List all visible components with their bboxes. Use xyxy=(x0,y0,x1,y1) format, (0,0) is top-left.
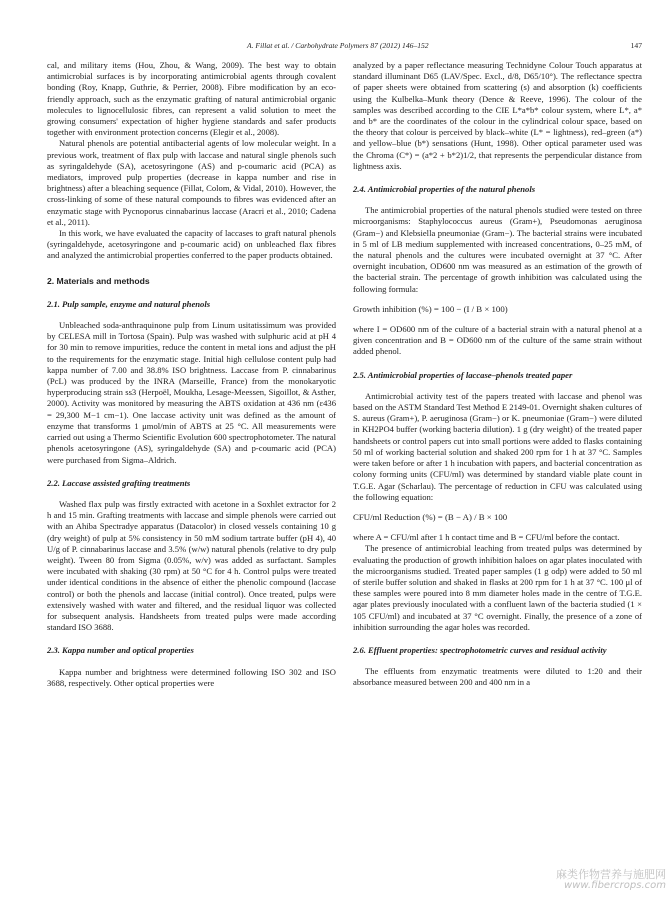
watermark-url: www.fibercrops.com xyxy=(564,879,666,891)
paragraph: cal, and military items (Hou, Zhou, & Wang, 2009). The best way to obtain antimicrobial surfaces is by incorporating antimicrobial agents through covalent bonding (Roy, Knapp, Guthrie, & Perrier, 2008). Fibre modification by an eco-friendly approach, such as the enzymatic grafting of natural antimicrobial organic molecules to lignocellulosic fibres, can represent a valid solution to meet the growing consumers' expectation of higher hygiene standards and safer products together with environment protection concerns (Elegir et al., 2008). xyxy=(47,60,336,138)
page-number: 147 xyxy=(630,41,642,50)
paragraph: Kappa number and brightness were determined following ISO 302 and ISO 3688, respectively. Other optical properties were xyxy=(47,666,336,688)
body-columns xyxy=(47,60,642,689)
paragraph: In this work, we have evaluated the capacity of laccases to graft natural phenols (syringaldehyde, acetosyringone and p-coumaric acid) on unbleached flax fibres and analyzed the antimicrobial properties conferred to the paper products obtained. xyxy=(47,228,336,261)
subsection-heading: 2.1. Pulp sample, enzyme and natural phenols xyxy=(47,298,211,309)
watermark-site-name: 麻类作物营养与施肥网 xyxy=(556,867,666,881)
paragraph: Antimicrobial activity test of the papers treated with laccase and phenol was based on the ASTM Standard Test Method E 2149-01. Overnight shaken cultures of S. aureus (Gram+), P. aeruginosa (Gram−) or K. pneumoniae (Gram−) were diluted in KH2PO4 buffer (working bacteria dilution). 1 g (dry weight) of the treated paper handsheets or control papers cut into small portions were added to flasks containing 50 ml of working bacterial solution and shaked 200 rpm for 1 h at 37 °C. Samples were taken before or after 1 h incubation with papers, and bacterial concentration as colony forming units (CFU/ml) was determined by standard viable plate count in T.G.E. Agar (Scharlau). The percentage of reduction in CFU was calculated using the following equation: xyxy=(353,390,642,502)
paragraph: The presence of antimicrobial leaching from treated pulps was determined by evaluating the production of growth inhibition haloes on agar plates inoculated with the microorganisms studied. Treated paper samples (1 g odp) were added to 50 ml of sterile buffer solution and shaked in flasks at 200 rpm for 1 h at 37 °C. 100 μl of these samples were poured into 8 mm diameter holes made in the centre of T.G.E. agar plates previously inoculated with a confluent lawn of the bacteria studied (1 × 105 CFU/ml) and incubated at 37 °C overnight. Finally, the presence of a zone of inhibition surrounding the agar holes was recorded. xyxy=(353,543,642,632)
paragraph: Natural phenols are potential antibacterial agents of low molecular weight. In a previous work, treatment of flax pulp with laccase and natural single phenols such as syringaldehyde (SA), acetosyringone (AS) and p-coumaric acid (PCA) as mediators, improved pulp properties (decrease in kappa number and rise in brightness) after a bleaching sequence (Fillat, Colom, & Vidal, 2010). However, the cross-linking of some of these natural compounds to fibres was evidenced after an enzymatic stage with Pycnoporus cinnabarinus laccase (Aracri et al., 2010; Cadena et al., 2011). xyxy=(47,138,336,227)
subsection-heading: 2.2. Laccase assisted grafting treatments xyxy=(47,477,191,488)
section-heading: 2. Materials and methods xyxy=(47,275,150,286)
paragraph: Unbleached soda-anthraquinone pulp from Linum usitatissimum was provided by CELESA mill in Tortosa (Spain). Pulp was washed with sulphuric acid at pH 4 for 30 min to remove impurities, reduce the content in metal ions and adjust the pH to the requirements for the enzymatic stage. Initial high cellulose content pulp had kappa number of 7.00 and 38.8% ISO brightness. Laccase from P. cinnabarinus (PcL) was produced by the INRA (Marseille, France) from the monokaryotic hyperproducing strain ss3 (Herpoël, Moukha, Lesage-Meessen, Sigoillot, & Asther, 2000). Activity was monitored by measuring the ABTS oxidation at 436 nm (ε436 = 29,300 M−1 cm−1). One laccase activity unit was defined as the amount of enzyme that transforms 1 μmol/min of ABTS at 25 °C. All measurements were carried out using a Thermo Scientific Evolution 600 spectrophotometer. The natural phenols acetosyringone (AS), syringaldehyde (SA) and p-coumaric acid (PCA) were purchased from Sigma–Aldrich. xyxy=(47,320,336,465)
subsection-heading: 2.5. Antimicrobial properties of laccase–phenols treated paper xyxy=(353,369,573,380)
paragraph: where A = CFU/ml after 1 h contact time and B = CFU/ml before the contact. xyxy=(353,532,620,543)
paragraph: Washed flax pulp was firstly extracted with acetone in a Soxhlet extractor for 2 h and 15 min. Grafting treatments with laccase and simple phenols were carried out with an Ahiba Spectradye apparatus (Datacolor) in closed vessels containing 10 g (dry weight) of pulp at 5% consistency in 50 mM sodium tartrate buffer (pH 4), 40 U/g of P. cinnabarinus laccase and 3.5% (w/w) natural phenols (relative to dry pulp weight). Tween 80 from Sigma (0.05%, w/v) was added as surfactant. Samples were incubated with shaking (30 rpm) at 50 °C for 4 h. Control pulps were treated under identical conditions in the absence of either the phenolic compound (laccase control) or both the phenols and laccase (initial control). Once treated, pulps were extensively washed with water and filtered, and the residual liquor was collected for subsequent analysis. Handsheets from treated pulps were made according standard ISO 3688. xyxy=(47,498,336,633)
subsection-heading: 2.6. Effluent properties: spectrophotometric curves and residual activity xyxy=(353,644,607,655)
paragraph: analyzed by a paper reflectance measuring Technidyne Colour Touch apparatus at standard illuminant D65 (LAV/Spec. Excl., d/8, D65/10°). The reflectance spectra of paper sheets were obtained from scattering (s) and absorption (k) coefficients using the Kulbelka–Munk theory (Dence & Reeve, 1996). The colour of the samples was described according to the CIE L*a*b* colour system, where L*, a* and b* are the coordinates of the colour in the cylindrical colour space, based on the theory that colour is perceived by black–white (L* = lightness), red–green (a*) and yellow–blue (b*) sensations (Hunt, 1998). Other optical parameter used was the Chroma (C*) = (a*2 + b*2)1/2, that represents the perpendicular distance from lightness axis. xyxy=(353,60,642,171)
subsection-heading: 2.3. Kappa number and optical properties xyxy=(47,645,194,656)
subsection-heading: 2.4. Antimicrobial properties of the natural phenols xyxy=(353,184,536,195)
right-column xyxy=(353,60,642,689)
running-head-citation: A. Fillat et al. / Carbohydrate Polymers 87 (2012) 146–152 xyxy=(247,41,429,50)
paragraph: where I = OD600 nm of the culture of a bacterial strain with a natural phenol at a given concentration and B = OD600 nm of the culture of the same strain without added phenol. xyxy=(353,324,642,357)
paragraph: The effluents from enzymatic treatments were diluted to 1:20 and their absorbance measured between 200 and 400 nm in a xyxy=(353,666,642,688)
paragraph: The antimicrobial properties of the natural phenols studied were tested on three microorganisms: Staphylococcus aureus (Gram+), Pseudomonas aeruginosa (Gram−) and Klebsiella pneumoniae (Gram−). The bacterial strains were incubated in 5 ml of LB medium supplemented with increased concentrations, 0–25 mM, of the natural phenols and the cultures were incubated overnight at 37 °C. After overnight incubation, OD600 nm was measured as an estimation of the growth of the bacterial strain. The percentage of growth inhibition was calculated using the following formula: xyxy=(353,205,642,294)
running-head xyxy=(47,40,642,52)
equation: Growth inhibition (%) = 100 − (I / B × 100) xyxy=(353,303,508,314)
left-column xyxy=(47,60,336,689)
watermark xyxy=(556,869,666,891)
equation: CFU/ml Reduction (%) = (B − A) / B × 100 xyxy=(353,511,508,522)
